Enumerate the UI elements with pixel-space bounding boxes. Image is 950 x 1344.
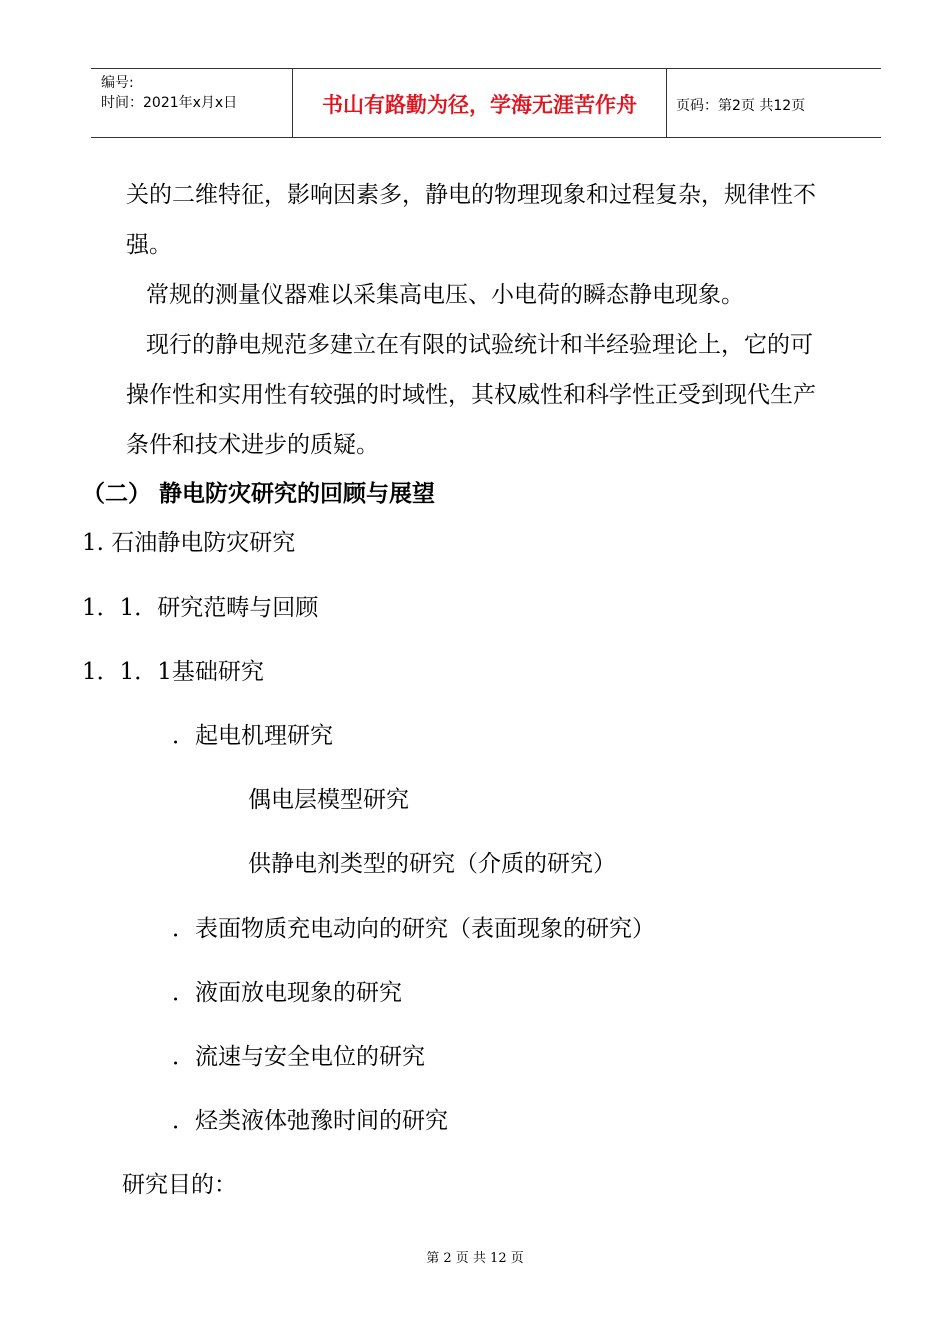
bullet-item-1: ．起电机理研究 [172, 723, 333, 749]
number-label: 编号: [101, 75, 134, 91]
purpose-label: 研究目的： [122, 1172, 237, 1198]
page-footer: 第 2 页 共 12 页 [426, 1251, 524, 1266]
paragraph-3-line-1: 现行的静电规范多建立在有限的试验统计和半经验理论上，它的可 [146, 332, 813, 358]
paragraph-2: 常规的测量仪器难以采集高电压、小电荷的瞬态静电现象。 [146, 282, 744, 308]
list-item-1-1: 1．1．研究范畴与回顾 [82, 595, 319, 621]
header-page-label: 页码：第2页 共12页 [676, 98, 806, 114]
bullet-item-2: ．表面物质充电动向的研究（表面现象的研究） [172, 916, 655, 942]
header-page-cell [666, 69, 881, 137]
paragraph-3-line-3: 条件和技术进步的质疑。 [126, 432, 379, 458]
bullet-item-5: ．烃类液体弛豫时间的研究 [172, 1108, 448, 1134]
motto: 书山有路勤为径，学海无涯苦作舟 [322, 93, 637, 117]
list-item-1-1-1: 1．1．1基础研究 [82, 659, 264, 685]
time-label: 时间：2021年x月x日 [101, 95, 238, 111]
section-heading: （二） 静电防灾研究的回顾与展望 [82, 481, 436, 507]
list-item-1: 1. 石油静电防灾研究 [82, 530, 296, 556]
bullet-item-4: ．流速与安全电位的研究 [172, 1044, 425, 1070]
bullet-item-3: ．液面放电现象的研究 [172, 980, 402, 1006]
page-header [91, 68, 881, 138]
paragraph-1-line-1: 关的二维特征，影响因素多，静电的物理现象和过程复杂，规律性不 [126, 182, 816, 208]
sub-item-1: 偶电层模型研究 [248, 787, 409, 813]
header-info-cell [91, 69, 292, 137]
paragraph-1-line-2: 强。 [126, 232, 172, 258]
sub-item-2: 供静电剂类型的研究（介质的研究） [248, 851, 616, 877]
header-motto-cell [292, 69, 667, 137]
paragraph-3-line-2: 操作性和实用性有较强的时域性，其权威性和科学性正受到现代生产 [126, 382, 816, 408]
